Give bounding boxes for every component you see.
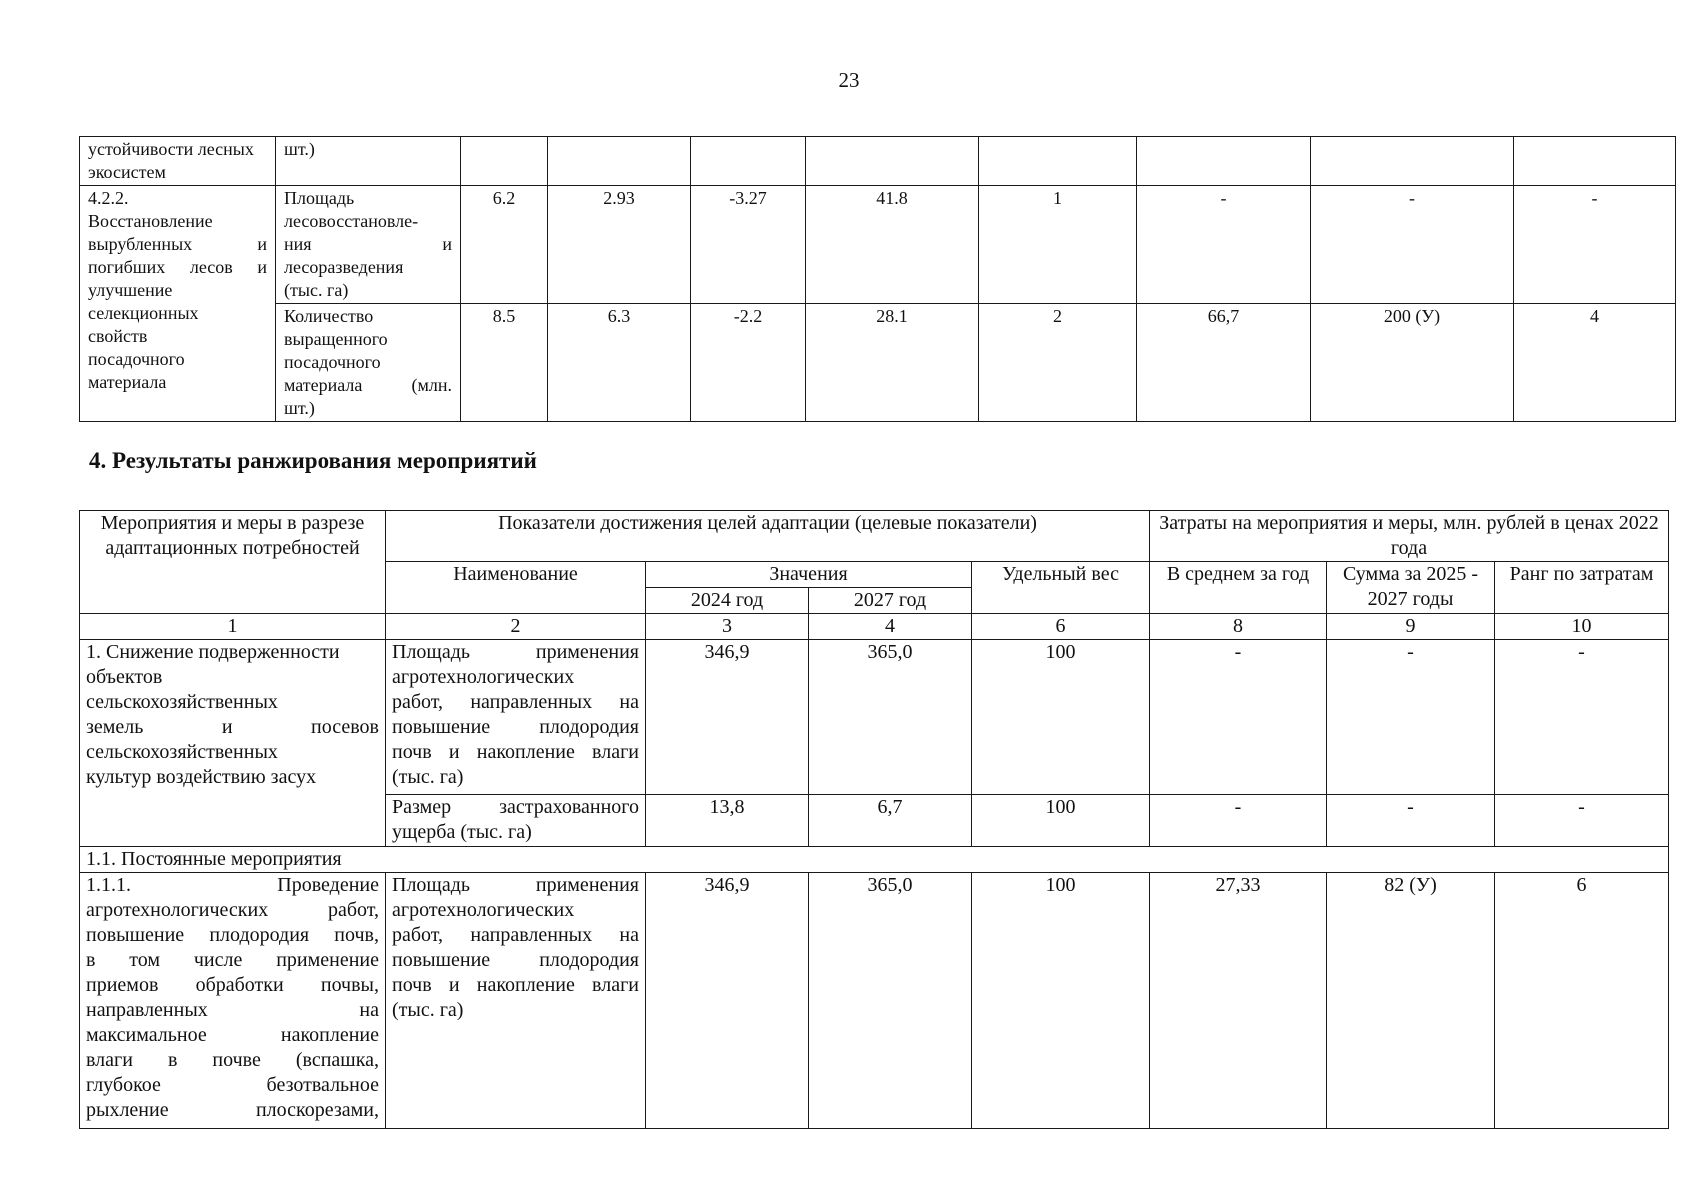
value-cell: - <box>1327 795 1495 847</box>
table-row <box>80 873 1669 1129</box>
measure-cell: 1.1.1. Проведение агротехнологических работ, повышение плодородия почв, в том числе применение приемов обработки почвы, направленных на максимальное накопление влаги в почве (вспашка, глубокое безотвальное рыхление плоскорезами, <box>80 873 386 1129</box>
value-cell: -2.2 <box>691 304 806 422</box>
value-cell: -3.27 <box>691 186 806 304</box>
value-cell: 2 <box>979 304 1137 422</box>
header-name: Наименование <box>386 562 646 614</box>
indicator-cell: шт.) <box>276 137 461 186</box>
subsection-title: 1.1. Постоянные мероприятия <box>80 847 1669 873</box>
value-cell: 6 <box>1495 873 1669 1129</box>
value-cell: - <box>1150 640 1327 795</box>
value-cell: 28.1 <box>806 304 979 422</box>
value-cell: 100 <box>972 795 1150 847</box>
value-cell: 100 <box>972 640 1150 795</box>
indicator-name-cell: Площадь применения агротехнологических работ, направленных на повышение плодородия почв и накопление влаги (тыс. га) <box>386 640 646 795</box>
measure-cell: 1. Снижение подверженности объектов сельскохозяйственных земель и посевов сельскохозяйственных культур воздействию засух <box>80 640 386 847</box>
value-cell: 2.93 <box>548 186 691 304</box>
continued-indicator-table <box>79 136 1676 422</box>
header-weight: Удельный вес <box>972 562 1150 614</box>
indicator-name-cell: Площадь применения агротехнологических работ, направленных на повышение плодородия почв и накопление влаги (тыс. га) <box>386 873 646 1129</box>
indicator-cell: Количество выращенного посадочного материала (млн. шт.) <box>276 304 461 422</box>
ranking-table <box>79 510 1669 1129</box>
column-number-row <box>80 614 1669 640</box>
value-cell: - <box>1495 640 1669 795</box>
measure-cell: 4.2.2. Восстановление вырубленных и погибших лесов и улучшение селекционных свойств посадочного материала <box>80 186 276 422</box>
value-cell: 8.5 <box>461 304 548 422</box>
value-cell: 346,9 <box>646 873 809 1129</box>
header-values-group: Значения <box>646 562 972 588</box>
header-sum-2025-2027: Сумма за 2025 - 2027 годы <box>1327 562 1495 614</box>
value-cell: 27,33 <box>1150 873 1327 1129</box>
column-number: 9 <box>1327 614 1495 640</box>
value-cell: 6.2 <box>461 186 548 304</box>
measure-cell: устойчивости лесных экосистем <box>80 137 276 186</box>
header-rank: Ранг по затратам <box>1495 562 1669 614</box>
value-cell: 1 <box>979 186 1137 304</box>
page-number: 23 <box>838 68 860 92</box>
value-cell: 82 (У) <box>1327 873 1495 1129</box>
header-indicators-group: Показатели достижения целей адаптации (целевые показатели) <box>386 511 1150 562</box>
header-measures: Мероприятия и меры в разрезе адаптационных потребностей <box>80 511 386 614</box>
column-number: 2 <box>386 614 646 640</box>
value-cell: - <box>1311 186 1514 304</box>
value-cell: - <box>1327 640 1495 795</box>
value-cell: - <box>1150 795 1327 847</box>
header-year-2024: 2024 год <box>646 588 809 614</box>
value-cell: 365,0 <box>809 640 972 795</box>
value-cell: 365,0 <box>809 873 972 1129</box>
column-number: 8 <box>1150 614 1327 640</box>
value-cell: 346,9 <box>646 640 809 795</box>
table-row <box>80 304 1676 422</box>
header-row <box>80 511 1669 562</box>
section-heading: 4. Результаты ранжирования мероприятий <box>89 448 537 473</box>
column-number: 3 <box>646 614 809 640</box>
value-cell: - <box>1137 186 1311 304</box>
value-cell: 66,7 <box>1137 304 1311 422</box>
value-cell: - <box>1514 186 1676 304</box>
header-costs-group: Затраты на мероприятия и меры, млн. рублей в ценах 2022 года <box>1150 511 1669 562</box>
value-cell: 100 <box>972 873 1150 1129</box>
value-cell: 41.8 <box>806 186 979 304</box>
column-number: 6 <box>972 614 1150 640</box>
table-row <box>80 640 1669 795</box>
table-row <box>80 137 1676 186</box>
value-cell: 200 (У) <box>1311 304 1514 422</box>
header-avg-per-year: В среднем за год <box>1150 562 1327 614</box>
indicator-cell: Площадь лесовосстановле- ния и лесоразведения (тыс. га) <box>276 186 461 304</box>
table-row <box>80 186 1676 304</box>
column-number: 1 <box>80 614 386 640</box>
indicator-name-cell: Размер застрахованного ущерба (тыс. га) <box>386 795 646 847</box>
value-cell: 4 <box>1514 304 1676 422</box>
value-cell: 6.3 <box>548 304 691 422</box>
value-cell: 6,7 <box>809 795 972 847</box>
column-number: 10 <box>1495 614 1669 640</box>
value-cell: 13,8 <box>646 795 809 847</box>
header-year-2027: 2027 год <box>809 588 972 614</box>
column-number: 4 <box>809 614 972 640</box>
value-cell: - <box>1495 795 1669 847</box>
subsection-row <box>80 847 1669 873</box>
